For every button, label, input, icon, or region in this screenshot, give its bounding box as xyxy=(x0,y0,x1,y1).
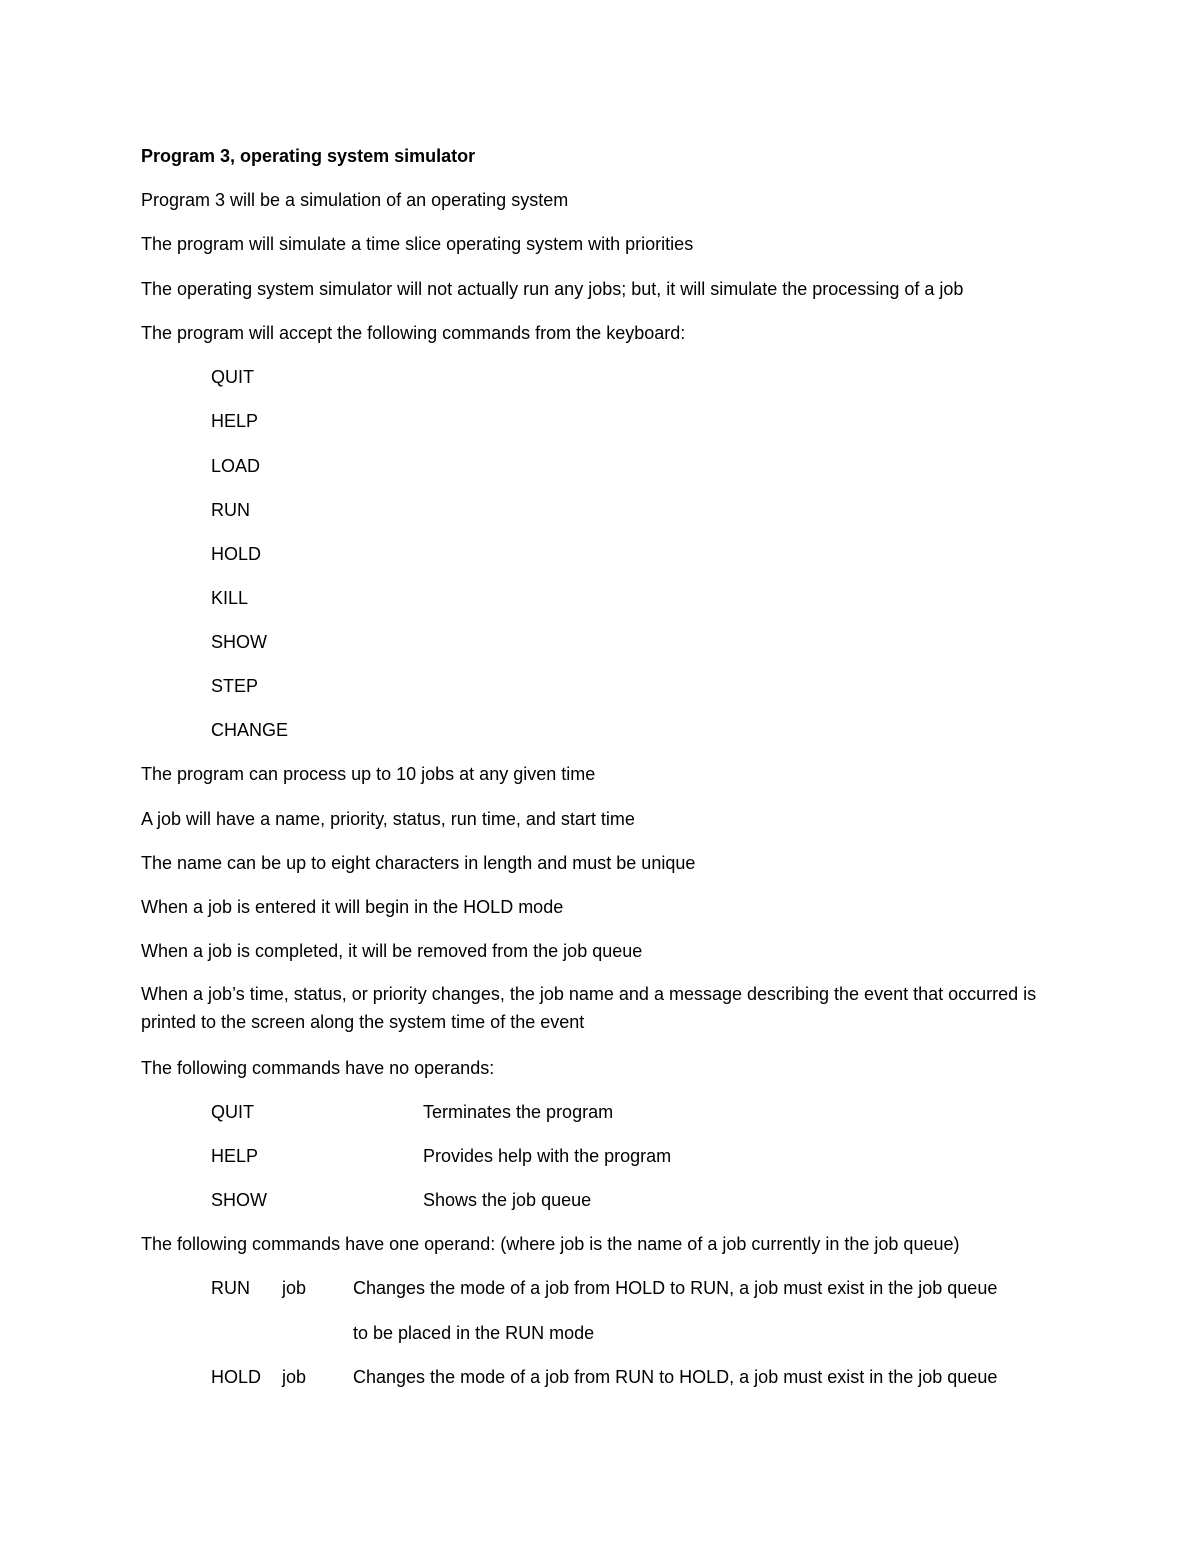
no-operand-command-description: Terminates the program xyxy=(423,1102,614,1122)
intro-paragraph: The operating system simulator will not actually run any jobs; but, it will simulate the processing of a job xyxy=(141,279,964,299)
one-operand-command-description: Changes the mode of a job from HOLD to RUN, a job must exist in the job queue xyxy=(353,1278,998,1298)
one-operand-command-name: HOLD xyxy=(211,1367,262,1387)
rule-paragraph: When a job is completed, it will be removed from the job queue xyxy=(141,941,643,961)
command-list-item: SHOW xyxy=(211,632,267,652)
command-list-item: HELP xyxy=(211,411,259,431)
one-operand-heading: The following commands have one operand: (where job is the name of a job currently in the job queue) xyxy=(141,1234,960,1254)
one-operand-command-description-continued: to be placed in the RUN mode xyxy=(353,1323,595,1343)
rule-paragraph: When a job is entered it will begin in the HOLD mode xyxy=(141,897,564,917)
rule-paragraph: The program can process up to 10 jobs at any given time xyxy=(141,764,596,784)
document-title: Program 3, operating system simulator xyxy=(141,146,476,166)
no-operand-command-description: Provides help with the program xyxy=(423,1146,672,1166)
rule-paragraph: A job will have a name, priority, status, run time, and start time xyxy=(141,809,635,829)
no-operand-command-description: Shows the job queue xyxy=(423,1190,592,1210)
no-operand-command-name: SHOW xyxy=(211,1190,267,1210)
command-list-item: HOLD xyxy=(211,544,262,564)
no-operand-command-name: QUIT xyxy=(211,1102,254,1122)
command-list-item: CHANGE xyxy=(211,720,289,740)
command-list-item: KILL xyxy=(211,588,249,608)
command-list-item: LOAD xyxy=(211,456,261,476)
intro-paragraph: The program will simulate a time slice operating system with priorities xyxy=(141,234,694,254)
one-operand-command-arg: job xyxy=(282,1278,307,1298)
one-operand-command-arg: job xyxy=(282,1367,307,1387)
command-list-item: QUIT xyxy=(211,367,254,387)
event-note-paragraph: When a job’s time, status, or priority changes, the job name and a message describing the event that occurred is printed to the screen along the system time of the event xyxy=(141,984,1037,1032)
command-list-item: RUN xyxy=(211,500,250,520)
intro-paragraph: Program 3 will be a simulation of an operating system xyxy=(141,190,569,210)
intro-paragraph: The program will accept the following commands from the keyboard: xyxy=(141,323,686,343)
no-operand-heading: The following commands have no operands: xyxy=(141,1058,495,1078)
rule-paragraph: The name can be up to eight characters in length and must be unique xyxy=(141,853,696,873)
one-operand-command-description: Changes the mode of a job from RUN to HOLD, a job must exist in the job queue xyxy=(353,1367,998,1387)
command-list-item: STEP xyxy=(211,676,259,696)
no-operand-command-name: HELP xyxy=(211,1146,259,1166)
one-operand-command-name: RUN xyxy=(211,1278,250,1298)
